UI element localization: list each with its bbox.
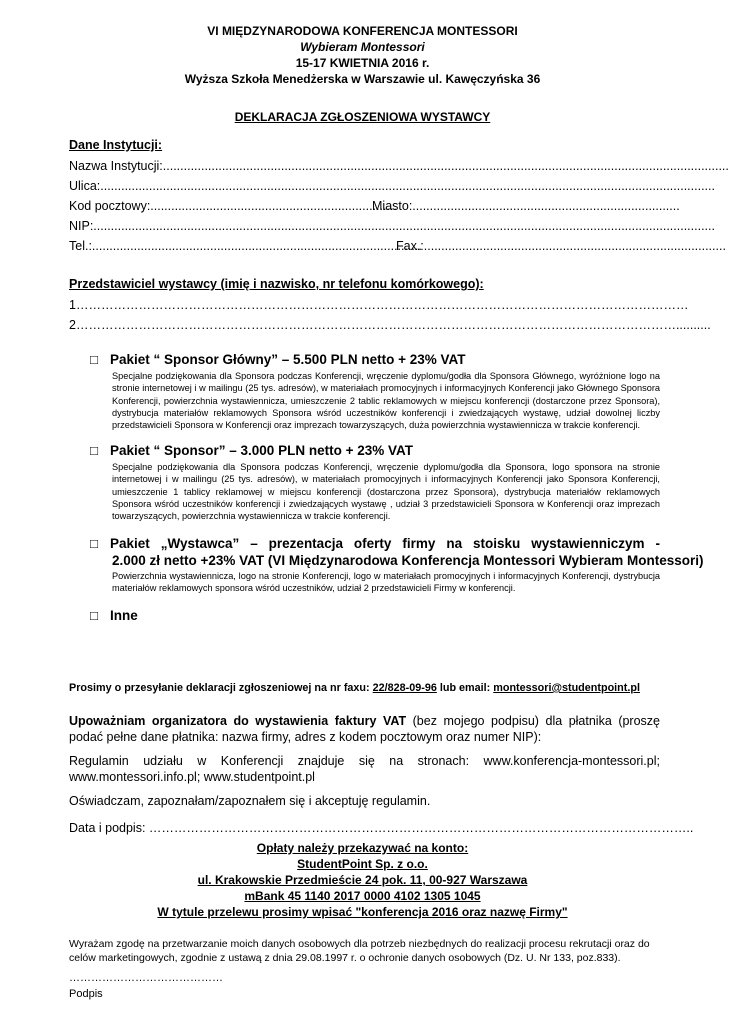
representative-line-1[interactable]: 1………………………………………………………………………………………………………………………………… [69,298,689,312]
package-title: Pakiet “ Sponsor Główny” – 5.500 PLN netto + 23% VAT [110,352,466,367]
regulations-text: Regulamin udziału w Konferencji znajduje się na stronach: www.konferencja-montessori.pl; www.montessori.info.pl; www.studentpoint.pl [69,754,660,784]
conference-venue: Wyższa Szkoła Menedżerska w Warszawie ul. Kawęczyńska 36 [184,72,541,86]
street-field[interactable]: Ulica:................................................................................................................................................................................. [69,179,715,193]
checkbox-sponsor-main[interactable]: □ [90,352,99,367]
payment-title-note: W tytule przelewu prosimy wpisać "konferencja 2016 oraz nazwę Firmy" [157,905,568,919]
document-title: DEKLARACJA ZGŁOSZENIOWA WYSTAWCY [234,110,491,124]
payment-account: mBank 45 1140 2017 0000 4102 1305 1045 [244,889,481,903]
package-title: Pakiet “ Sponsor” – 3.000 PLN netto + 23% VAT [110,443,413,458]
institution-heading: Dane Instytucji: [69,138,163,152]
institution-name-field[interactable]: Nazwa Instytucji:................................................................................................................................................................... [69,159,729,173]
package-sponsor-main [90,351,465,368]
package-exhibitor-price: 2.000 zł netto +23% VAT (VI Międzynarodowa Konferencja Montessori Wybieram Montessori) [112,553,704,568]
package-exhibitor [90,535,660,552]
nip-field[interactable]: NIP:................................................................................................................................................................................... [69,219,715,233]
postal-code-field[interactable]: Kod pocztowy:....................................................................... [69,199,397,213]
conference-dates: 15-17 KWIETNIA 2016 r. [295,56,430,70]
package-title: Pakiet „Wystawca” – prezentacja oferty firmy na stoisku wystawienniczym - [110,536,660,551]
checkbox-exhibitor[interactable]: □ [90,536,99,551]
email-link[interactable]: montessori@studentpoint.pl [493,682,640,694]
signature-label: Podpis [69,988,103,1000]
payment-address: ul. Krakowskie Przedmieście 24 pok. 11, 00-927 Warszawa [197,873,528,887]
conference-subtitle: Wybieram Montessori [300,40,425,54]
signature-field[interactable]: …………………………………… [69,972,223,984]
representative-heading: Przedstawiciel wystawcy (imię i nazwisko, nr telefonu komórkowego): [69,277,484,291]
package-title: Inne [110,608,138,623]
phone-field[interactable]: Tel.:............................................................................................... [69,239,422,253]
payment-company: StudentPoint Sp. z o.o. [297,857,428,871]
data-consent: Wyrażam zgodę na przetwarzanie moich danych osobowych dla potrzeb niezbędnych do realizacji procesu rekrutacji oraz do celów marketingowych, zgodnie z ustawą z dnia 29.08.1997 r. o ochronie danych osobowych (Dz. U. Nr 133, poz.833). [69,938,650,964]
package-description: Powierzchnia wystawiennicza, logo na stronie Konferencji, logo w materiałach promocyjnych i informacyjnych Konferencji, dystrybucja materiałów reklamowych sponsora wśród uczestników, udział 2 przedstawicieli Firmy w konferencji. [112,571,660,594]
fax-number: 22/828-09-96 [372,682,437,694]
declaration-text: Oświadczam, zapoznałam/zapoznałem się i akceptuję regulamin. [69,794,431,808]
invoice-authorization: Upoważniam organizatora do wystawienia faktury VAT (bez mojego podpisu) dla płatnika (proszę podać pełne dane płatnika: nazwa firmy, adres z kodem pocztowym oraz numer NIP): [69,714,660,744]
package-description: Specjalne podziękowania dla Sponsora podczas Konferencji, wręczenie dyplomu/godła dla Sponsora Głównego, wyróżnione logo na stronie internetowej i w mailingu (25 tys. adresów), w materiałach promocyjnych i informacyjnych Konferencji jako Głównego Sponsora Konferencji, powierzchnia wystawiennicza, umieszczenie 2 tablic reklamowych w miejscu konferencji (dostarczone przez Sponsora), dystrybucja materiałów reklamowych Sponsora wśród uczestników konferencji i zwiedzających wystawę, udział dowolnej liczby przedstawicieli Sponsora w Konferencji oraz imprezach towarzyszących, duża powierzchnia wystawiennicza w trakcie konferencji. [112,371,660,431]
package-sponsor [90,442,413,459]
package-description: Specjalne podziękowania dla Sponsora podczas Konferencji, wręczenie dyplomu/godła dla Sponsora, logo sponsora na stronie internetowej i w mailingu (25 tys. adresów), w materiałach promocyjnych i informacyjnych Konferencji jako Sponsora Konferencji, umieszczenie 1 tablicy reklamowej w miejscu konferencji (dostarczona przez Sponsora), dystrybucja materiałów reklamowych Sponsora wśród uczestników konferencji i zwiedzających wystawę , udział 3 przedstawicieli Sponsora w Konferencji oraz imprezach towarzyszących, powierzchnia wystawiennicza w trakcie konferencji. [112,462,660,522]
representative-line-2[interactable]: 2……………………………………………………………………………………………………………………………….......... [69,318,711,332]
conference-name: VI MIĘDZYNARODOWA KONFERENCJA MONTESSORI [207,24,518,38]
fax-field[interactable]: Fax.:....................................................................................... [396,239,726,253]
payment-heading: Opłaty należy przekazywać na konto: [256,841,469,855]
checkbox-sponsor[interactable]: □ [90,443,99,458]
city-field[interactable]: Miasto:............................................................................. [372,199,680,213]
fax-email-instruction: Prosimy o przesyłanie deklaracji zgłoszeniowej na nr faxu: 22/828-09-96 lub email: montessori@studentpoint.pl [69,682,640,694]
package-other [90,607,138,624]
date-signature-field[interactable]: Data i podpis: ………………………………………………………………………………………………………………….. [69,821,694,835]
checkbox-other[interactable]: □ [90,608,99,623]
